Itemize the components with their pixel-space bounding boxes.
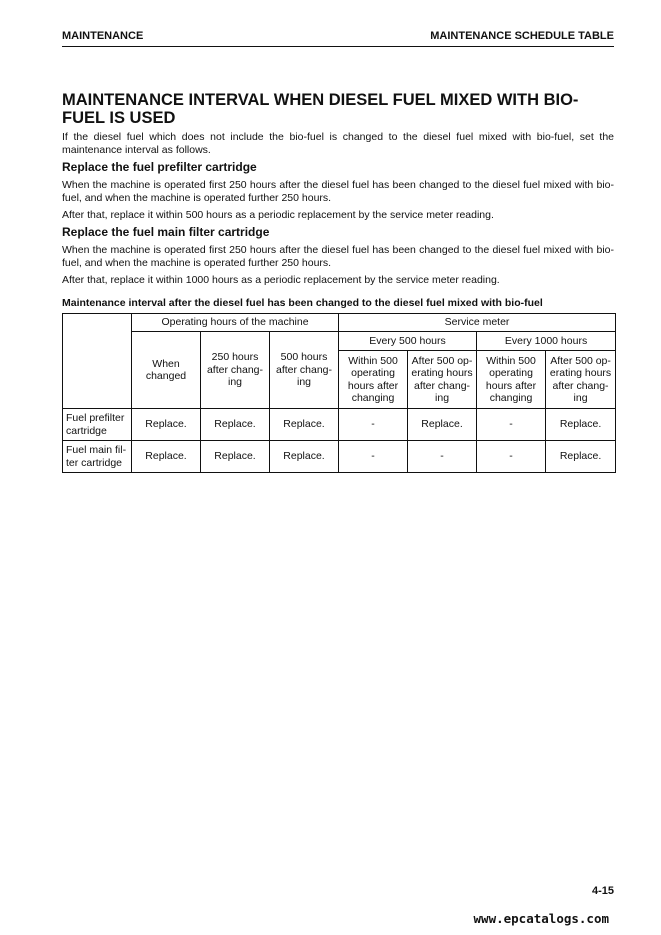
header-service-meter: Service meter [339,314,616,332]
column-header: 250 hours after chang-ing [201,332,270,409]
row-label: Fuel prefilter cartridge [63,409,132,441]
table-cell: - [477,441,546,473]
header-right: MAINTENANCE SCHEDULE TABLE [430,30,614,42]
intro-paragraph: If the diesel fuel which does not include the bio-fuel is changed to the diesel fuel mixed with bio-fuel, set the maintenance interval as follows. [62,131,614,156]
row-label: Fuel main fil-ter cartridge [63,441,132,473]
table-cell: Replace. [270,409,339,441]
table-cell: - [339,441,408,473]
header-every-1000: Every 1000 hours [477,332,616,351]
header-operating-hours: Operating hours of the machine [132,314,339,332]
table-cell: - [477,409,546,441]
prefilter-paragraph-2: After that, replace it within 500 hours as a periodic replacement by the service meter reading. [62,209,494,221]
table-cell: Replace. [201,409,270,441]
column-header: When changed [132,332,201,409]
section-heading-main-filter: Replace the fuel main filter cartridge [62,225,270,239]
table-caption: Maintenance interval after the diesel fuel has been changed to the diesel fuel mixed with bio-fuel [62,297,543,309]
footer-url-watermark: www.epcatalogs.com [473,911,609,926]
table-cell: Replace. [270,441,339,473]
table-cell: - [339,409,408,441]
column-header: After 500 op-erating hours after chang-ing [408,351,477,409]
header-every-500: Every 500 hours [339,332,477,351]
main-filter-paragraph-2: After that, replace it within 1000 hours as a periodic replacement by the service meter reading. [62,274,500,286]
table-row [63,441,616,473]
page-number: 4-15 [591,885,614,897]
prefilter-paragraph-1: When the machine is operated first 250 hours after the diesel fuel has been changed to the diesel fuel mixed with bio-fuel, and when the machine is operated further 250 hours. [62,179,614,204]
header-rule [62,46,614,47]
table-cell: Replace. [408,409,477,441]
table-cell: Replace. [546,441,616,473]
main-content [62,91,614,473]
table-cell: Replace. [201,441,270,473]
page-title: MAINTENANCE INTERVAL WHEN DIESEL FUEL MIXED WITH BIO-FUEL IS USED [62,91,579,127]
column-header: Within 500 operating hours after changing [477,351,546,409]
table-cell: Replace. [132,409,201,441]
column-header: Within 500 operating hours after changing [339,351,408,409]
main-filter-paragraph-1: When the machine is operated first 250 hours after the diesel fuel has been changed to the diesel fuel mixed with bio-fuel, and when the machine is operated further 250 hours. [62,244,614,269]
table-cell: Replace. [546,409,616,441]
header-left: MAINTENANCE [62,30,144,42]
column-header: 500 hours after chang-ing [270,332,339,409]
table-cell: Replace. [132,441,201,473]
column-header: After 500 op-erating hours after chang-ing [546,351,616,409]
table-cell: - [408,441,477,473]
maintenance-interval-table [62,313,616,473]
table-corner-cell [63,314,132,409]
table-row [63,409,616,441]
section-heading-prefilter: Replace the fuel prefilter cartridge [62,160,257,174]
